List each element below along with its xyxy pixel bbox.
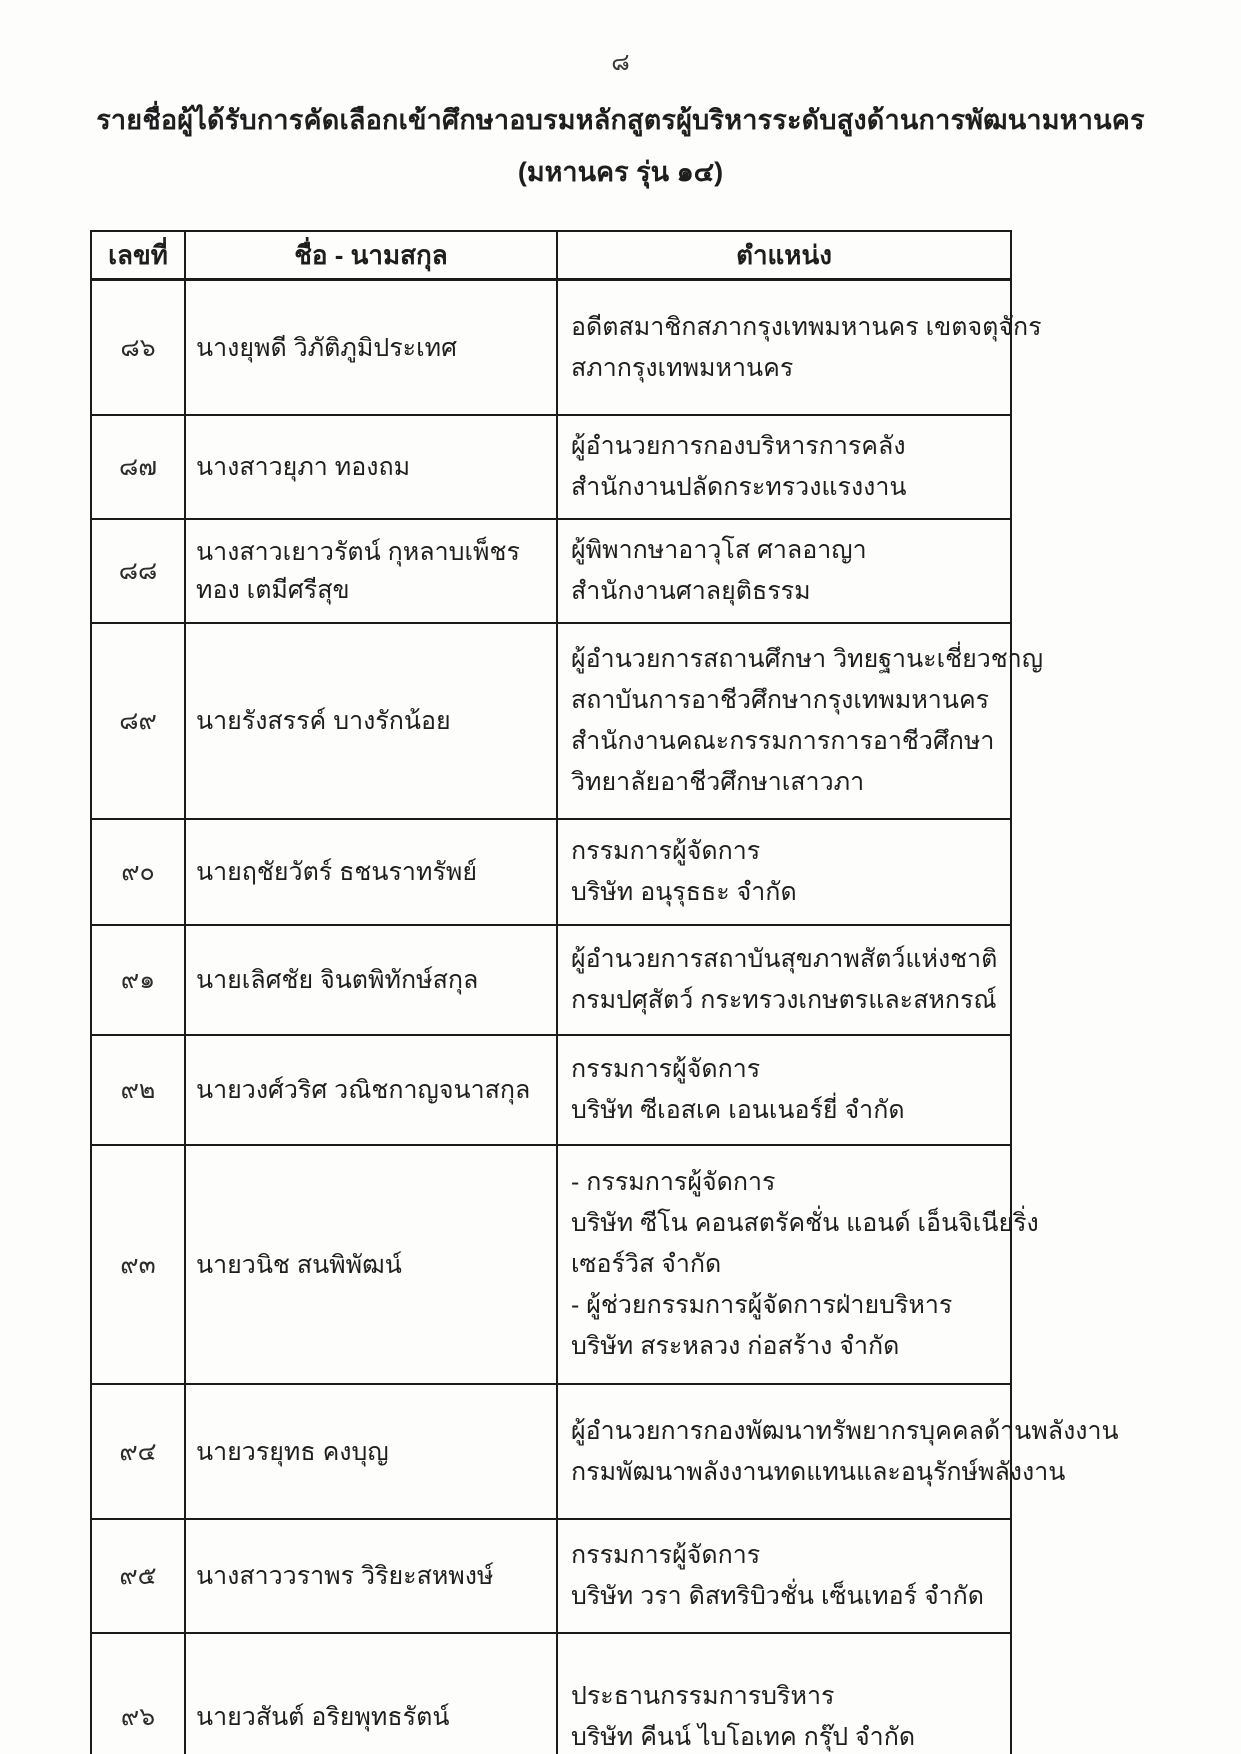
row-position-cell (557, 925, 1011, 1035)
header-cell-number: เลขที่ (91, 231, 185, 280)
row-position-cell (557, 1384, 1119, 1519)
row-position-cell (557, 1145, 1039, 1384)
row-name-cell: นายวสันต์ อริยพุทธรัตน์ (185, 1633, 557, 1754)
row-number-cell: ๙๓ (91, 1145, 185, 1384)
table-row (91, 519, 1011, 623)
row-number-cell: ๘๗ (91, 415, 185, 519)
table-row (91, 1384, 1011, 1519)
row-name-cell: นายวนิช สนพิพัฒน์ (185, 1145, 557, 1384)
header-cell-name: ชื่อ - นามสกุล (185, 231, 557, 280)
position-line: เซอร์วิส จำกัด (571, 1250, 722, 1278)
position-line: สถาบันการอาชีวศึกษากรุงเทพมหานคร (571, 686, 990, 714)
table-row (91, 280, 1011, 416)
header-row (91, 231, 1011, 280)
row-name-cell: นางยุพดี วิภัติภูมิประเทศ (185, 280, 557, 416)
row-number-cell: ๘๙ (91, 623, 185, 819)
table-row (91, 415, 1011, 519)
position-line: กรมพัฒนาพลังงานทดแทนและอนุรักษ์พลังงาน (571, 1457, 1066, 1486)
position-line: - กรรมการผู้จัดการ (571, 1168, 776, 1196)
position-line: ผู้อำนวยการสถานศึกษา วิทยฐานะเชี่ยวชาญ (571, 645, 1044, 673)
roster-table (90, 230, 1119, 1754)
table-row (91, 1145, 1011, 1384)
row-position-cell (557, 1035, 1011, 1145)
position-line: บริษัท คีนน์ ไบโอเทค กรุ๊ป จำกัด (571, 1722, 916, 1751)
row-number-cell: ๘๖ (91, 280, 185, 416)
row-position-cell (557, 280, 1042, 416)
row-name-cell: นายวรยุทธ คงบุญ (185, 1384, 557, 1519)
row-number-cell: ๙๐ (91, 819, 185, 925)
row-number-cell: ๙๖ (91, 1633, 185, 1754)
row-position-cell (557, 623, 1044, 819)
row-name-cell: นายรังสรรค์ บางรักน้อย (185, 623, 557, 819)
row-position-cell (557, 415, 1011, 519)
table-row (91, 623, 1011, 819)
position-line: บริษัท ซีเอสเค เอนเนอร์ยี่ จำกัด (571, 1096, 905, 1124)
row-name-cell: นายวงศ์วริศ วณิชกาญจนาสกุล (185, 1035, 557, 1145)
position-line: วิทยาลัยอาชีวศึกษาเสาวภา (571, 768, 865, 796)
position-line: ผู้อำนวยการกองบริหารการคลัง (571, 432, 906, 460)
position-line: กรมปศุสัตว์ กระทรวงเกษตรและสหกรณ์ (571, 986, 997, 1014)
position-line: กรรมการผู้จัดการ (571, 837, 761, 865)
document-title: รายชื่อผู้ได้รับการคัดเลือกเข้าศึกษาอบรมหลักสูตรผู้บริหารระดับสูงด้านการพัฒนามหานคร (96, 105, 1145, 135)
row-position-cell (557, 1633, 1011, 1754)
position-line: สำนักงานปลัดกระทรวงแรงงาน (571, 473, 907, 501)
row-number-cell: ๘๘ (91, 519, 185, 623)
table-row (91, 1519, 1011, 1633)
position-line: บริษัท อนุรุธธะ จำกัด (571, 878, 797, 906)
position-line: สำนักงานศาลยุติธรรม (571, 577, 811, 605)
position-line: อดีตสมาชิกสภากรุงเทพมหานคร เขตจตุจักร (571, 312, 1042, 341)
position-line: บริษัท วรา ดิสทริบิวชั่น เซ็นเทอร์ จำกัด (571, 1582, 985, 1610)
position-line: สำนักงานคณะกรรมการการอาชีวศึกษา (571, 727, 995, 755)
document-subtitle: (มหานคร รุ่น ๑๔) (517, 157, 724, 187)
position-line: ผู้อำนวยการกองพัฒนาทรัพยากรบุคคลด้านพลังงาน (571, 1416, 1119, 1445)
table-row (91, 1035, 1011, 1145)
table-row (91, 819, 1011, 925)
roster-table-header (91, 231, 1011, 280)
row-position-cell (557, 519, 1011, 623)
position-line: - ผู้ช่วยกรรมการผู้จัดการฝ่ายบริหาร (571, 1291, 953, 1319)
table-row (91, 1633, 1011, 1754)
table-row (91, 925, 1011, 1035)
position-line: บริษัท สระหลวง ก่อสร้าง จำกัด (571, 1332, 900, 1360)
row-position-cell (557, 819, 1011, 925)
table-body (91, 280, 1119, 1754)
position-line: ผู้พิพากษาอาวุโส ศาลอาญา (571, 536, 867, 564)
position-line: กรรมการผู้จัดการ (571, 1055, 761, 1083)
row-name-cell: นายฤชัยวัตร์ ธชนราทรัพย์ (185, 819, 557, 925)
position-line: ผู้อำนวยการสถาบันสุขภาพสัตว์แห่งชาติ (571, 945, 998, 973)
position-line: กรรมการผู้จัดการ (571, 1541, 761, 1569)
row-number-cell: ๙๒ (91, 1035, 185, 1145)
position-line: บริษัท ซีโน คอนสตรัคชั่น แอนด์ เอ็นจิเนียริ่ง (571, 1209, 1039, 1237)
header-cell-position: ตำแหน่ง (557, 231, 1011, 280)
position-line: สภากรุงเทพมหานคร (571, 353, 794, 382)
position-line: ประธานกรรมการบริหาร (571, 1681, 835, 1710)
row-position-cell (557, 1519, 1011, 1633)
row-name-cell: นายเลิศชัย จินตพิทักษ์สกุล (185, 925, 557, 1035)
row-number-cell: ๙๑ (91, 925, 185, 1035)
row-name-cell: นางสาววราพร วิริยะสหพงษ์ (185, 1519, 557, 1633)
row-number-cell: ๙๕ (91, 1519, 185, 1633)
row-name-cell: นางสาวเยาวรัตน์ กุหลาบเพ็ชรทอง เตมีศรีสุข (185, 519, 557, 623)
row-number-cell: ๙๔ (91, 1384, 185, 1519)
page-number: ๘ (611, 49, 630, 76)
row-name-cell: นางสาวยุภา ทองถม (185, 415, 557, 519)
